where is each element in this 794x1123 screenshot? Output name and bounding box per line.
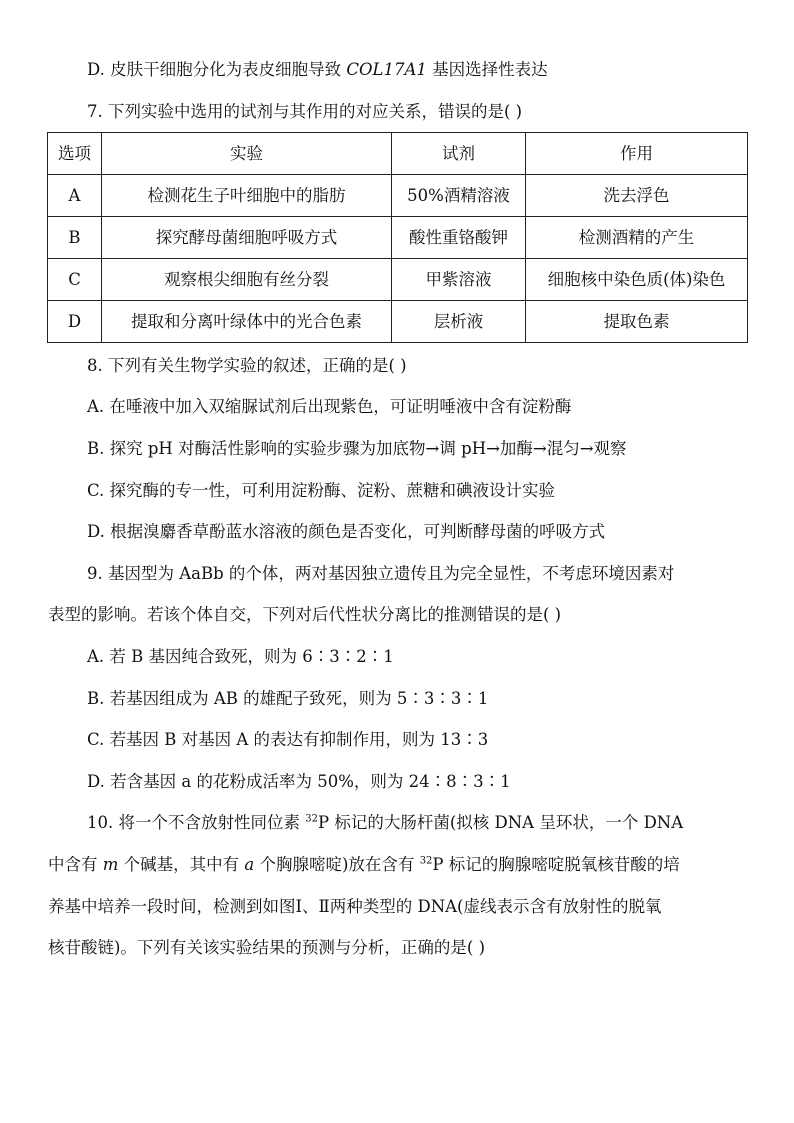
q9-option-c: C. 若基因 B 对基因 A 的表达有抑制作用，则为 13∶3 [87, 730, 489, 749]
q10-var-m: m [102, 855, 119, 874]
q10-isotope-mass: 32 [305, 813, 318, 825]
row-option: C [48, 259, 102, 301]
q10-isotope-mass-2: 32 [419, 855, 433, 867]
q10-var-a: a [244, 855, 255, 874]
q10-stem-line3: 养基中培养一段时间，检测到如图Ⅰ、Ⅱ两种类型的 DNA(虚线表示含有放射性的脱氧 [48, 897, 662, 916]
q9-option-b: B. 若基因组成为 AB 的雄配子致死，则为 5∶3∶3∶1 [87, 689, 489, 708]
q6-option-d [87, 59, 548, 81]
q10-l2-b: 个碱基，其中有 [118, 855, 245, 874]
q6-gene-name: COL17A1 [346, 60, 427, 79]
row-function: 细胞核中染色质(体)染色 [526, 259, 748, 301]
row-option: A [48, 175, 102, 217]
q9-stem-line2: 表型的影响。若该个体自交，下列对后代性状分离比的推测错误的是( ) [48, 605, 562, 624]
row-experiment: 检测花生子叶细胞中的脂肪 [102, 175, 392, 217]
q10-l2-c: 个胸腺嘧啶)放在含有 [254, 855, 420, 874]
row-reagent: 酸性重铬酸钾 [392, 217, 526, 259]
row-experiment: 探究酵母菌细胞呼吸方式 [102, 217, 392, 259]
q10-l1-b: P 标记的大肠杆菌(拟核 DNA 呈环状，一个 DNA [317, 813, 684, 832]
q10-stem-line4: 核苷酸链)。下列有关该实验结果的预测与分析，正确的是( ) [48, 938, 486, 957]
row-experiment: 提取和分离叶绿体中的光合色素 [102, 301, 392, 343]
header-function: 作用 [526, 133, 748, 175]
q10-stem-line1 [87, 812, 683, 834]
row-experiment: 观察根尖细胞有丝分裂 [102, 259, 392, 301]
row-function: 提取色素 [526, 301, 748, 343]
row-option: B [48, 217, 102, 259]
table-row [48, 175, 748, 217]
row-function: 洗去浮色 [526, 175, 748, 217]
q9-stem-line1: 9. 基因型为 AaBb 的个体，两对基因独立遗传且为完全显性，不考虑环境因素对 [87, 564, 675, 583]
q8-option-b: B. 探究 pH 对酶活性影响的实验步骤为加底物→调 pH→加酶→混匀→观察 [87, 439, 627, 458]
q7-table [47, 132, 748, 343]
table-row [48, 259, 748, 301]
header-option: 选项 [48, 133, 102, 175]
q8-option-a: A. 在唾液中加入双缩脲试剂后出现紫色，可证明唾液中含有淀粉酶 [87, 397, 572, 416]
q10-l2-d: P 标记的胸腺嘧啶脱氧核苷酸的培 [432, 855, 680, 874]
row-reagent: 50%酒精溶液 [392, 175, 526, 217]
q7-stem: 7. 下列实验中选用的试剂与其作用的对应关系，错误的是( ) [87, 102, 523, 121]
table-row [48, 301, 748, 343]
q8-option-d: D. 根据溴麝香草酚蓝水溶液的颜色是否变化，可判断酵母菌的呼吸方式 [87, 522, 606, 541]
q10-stem-line2 [48, 854, 680, 876]
row-function: 检测酒精的产生 [526, 217, 748, 259]
q10-l1-a: 10. 将一个不含放射性同位素 [87, 813, 306, 832]
q8-stem: 8. 下列有关生物学实验的叙述，正确的是( ) [87, 356, 407, 375]
q9-option-a: A. 若 B 基因纯合致死，则为 6∶3∶2∶1 [87, 647, 394, 666]
row-option: D [48, 301, 102, 343]
q6-option-d-suffix: 基因选择性表达 [432, 60, 548, 79]
q9-option-d: D. 若含基因 a 的花粉成活率为 50%，则为 24∶8∶3∶1 [87, 772, 511, 791]
row-reagent: 层析液 [392, 301, 526, 343]
row-reagent: 甲紫溶液 [392, 259, 526, 301]
table-header-row [48, 133, 748, 175]
q6-option-d-prefix: D. 皮肤干细胞分化为表皮细胞导致 [87, 60, 342, 79]
header-reagent: 试剂 [392, 133, 526, 175]
q8-option-c: C. 探究酶的专一性，可利用淀粉酶、淀粉、蔗糖和碘液设计实验 [87, 481, 556, 500]
header-experiment: 实验 [102, 133, 392, 175]
table-row [48, 217, 748, 259]
q10-l2-a: 中含有 [48, 855, 103, 874]
